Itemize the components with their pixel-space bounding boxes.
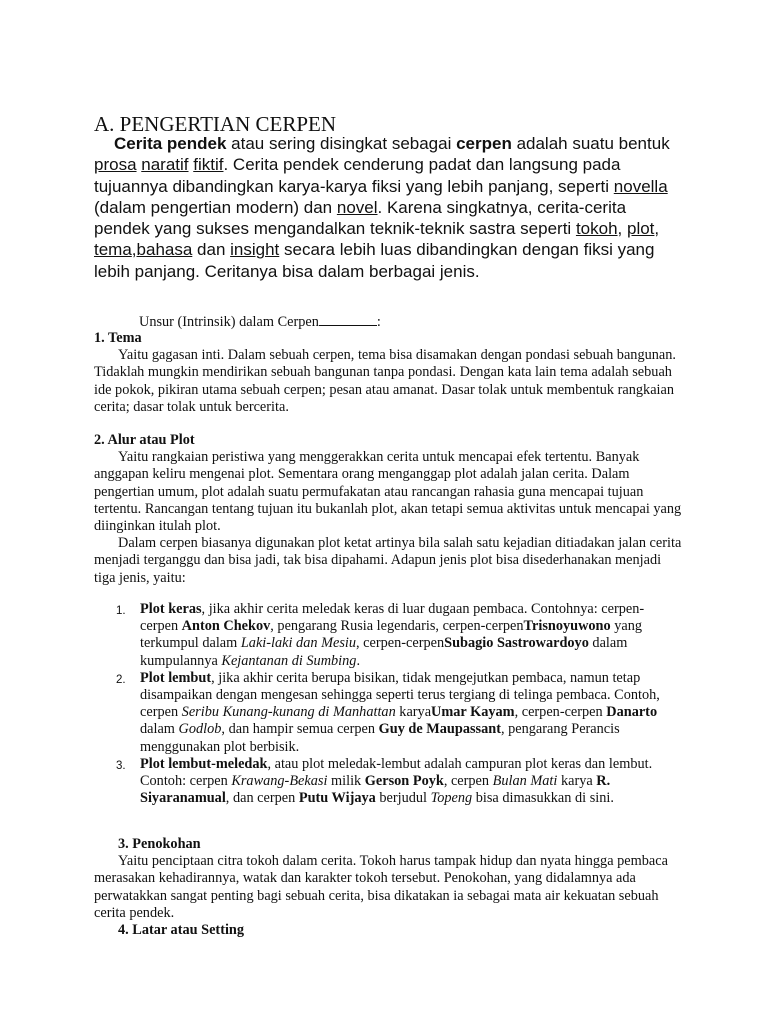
item-text: berjudul [375, 790, 431, 807]
item-text: , pengarang Perancis menggunakan plot berbisik. [140, 721, 620, 755]
item-text: karya [557, 773, 597, 790]
unsur-colon: : [376, 314, 381, 330]
blank-line [319, 314, 377, 326]
bold-name: Gerson Poyk [364, 773, 444, 790]
plot-list [116, 601, 676, 807]
list-item [116, 601, 676, 670]
list-item [116, 670, 676, 756]
bold-name: Danarto [606, 704, 658, 721]
italic-title: Seribu Kunang-kunang di Manhattan [181, 704, 396, 721]
unsur-heading [139, 314, 381, 331]
bold-term: Plot keras [140, 601, 202, 617]
item-text: , cerpen [443, 773, 493, 790]
heading-penokohan: 3. Penokohan [118, 836, 201, 852]
intro-text: dan [192, 240, 231, 260]
list-number: 2. [116, 673, 126, 686]
item-text: , cerpen-cerpen [514, 704, 607, 721]
item-text: , cerpen-cerpen [356, 635, 445, 652]
heading-alur: 2. Alur atau Plot [94, 432, 195, 448]
item-text: , jika akhir cerita meledak keras di luar dugaan pembaca. Contohnya: cerpen-cerpen [140, 601, 645, 635]
item-text: milik [327, 773, 365, 790]
item-text: bisa dimasukkan di sini. [472, 790, 614, 807]
link-novel[interactable]: novel [336, 197, 378, 217]
link-fiktif[interactable]: fiktif [193, 155, 224, 175]
link-bahasa[interactable]: bahasa [136, 240, 193, 260]
list-number: 1. [116, 605, 126, 617]
item-text: yang terkumpul dalam [140, 618, 643, 652]
intro-text: . Karena singkatnya, cerita-cerita pendek yang sukses mengandalkan teknik-teknik sastra seperti [94, 197, 627, 239]
bold-name: R. Siyaranamual [140, 773, 611, 807]
italic-title: Kejantanan di Sumbing [221, 652, 357, 669]
intro-text: . Cerita pendek cenderung padat dan langsung pada tujuannya dibandingkan karya-karya fiksi yang lebih panjang, seperti [94, 155, 621, 196]
italic-title: Laki-laki dan Mesiu [240, 635, 357, 652]
term-cerpen: cerpen [456, 134, 512, 153]
link-prosa[interactable]: prosa [94, 155, 137, 175]
bold-term: Plot lembut [140, 669, 212, 686]
link-plot[interactable]: plot [626, 219, 655, 239]
bold-name: Umar Kayam [431, 704, 515, 721]
intro-paragraph: Cerita pendek atau sering disingkat sebagai cerpen adalah suatu bentuk prosa naratif fiktif. Cerita pendek cenderung padat dan langsung pada tujuannya dibandingkan karya-karya fiksi yang lebih panjang, seperti novella (dalam pengertian modern) dan novel. Karena singkatnya, cerita-cerita pendek yang sukses mengandalkan teknik-teknik sastra seperti tokoh, plot, tema,bahasa dan insight secara lebih luas dibandingkan dengan fiksi yang lebih panjang. Ceritanya bisa dalam berbagai jenis. [94, 134, 670, 281]
bold-name: Guy de Maupassant [378, 721, 501, 738]
penokohan-text: Yaitu penciptaan citra tokoh dalam cerita. Tokoh harus tampak hidup dan nyata hingga pembaca merasakan kehadirannya, watak dan karakter tokoh tersebut. Penokohan, yang didalamnya ada perwatakkan sangat penting bagi sebuah cerita, bisa dikatakan ia sebagai mata air kekuatan sebuah cerita pendek. [94, 853, 668, 921]
bold-name: Subagio Sastrowardoyo [444, 635, 589, 652]
section-penokohan [94, 836, 684, 939]
bold-name: Anton Chekov [181, 618, 271, 635]
item-text: , dan cerpen [225, 790, 299, 807]
link-tema[interactable]: tema [94, 240, 132, 260]
item-text: karya [395, 704, 432, 721]
link-naratif[interactable]: naratif [141, 155, 189, 175]
unsur-label: Unsur (Intrinsik) dalam Cerpen [139, 314, 319, 330]
section-alur [94, 432, 684, 587]
heading-tema: 1. Tema [94, 330, 142, 346]
item-text: , atau plot meledak-lembut adalah campuran plot keras dan lembut. Contoh: cerpen [140, 755, 653, 790]
item-text: , pengarang Rusia legendaris, cerpen-cerpen [270, 618, 524, 635]
item-text: . [356, 652, 361, 669]
italic-title: Topeng [430, 790, 473, 807]
item-text: , dan hampir semua cerpen [221, 721, 379, 738]
list-item [116, 756, 676, 808]
alur-paragraph-1: Yaitu rangkaian peristiwa yang menggerakkan cerita untuk mencapai efek tertentu. Banyak anggapan keliru mengenai plot. Sementara orang menganggap plot adalah jalan cerita. Dalam pengertian umum, plot adalah suatu permufakatan atau rancangan rahasia guna mencapai tujuan tertentu. Rancangan tentang tujuan itu bukanlah plot, akan tetapi semua aktivitas untuk mencapai yang diinginkan itulah plot. [94, 449, 682, 535]
item-text: , jika akhir cerita berupa bisikan, tidak mengejutkan pembaca, namun tetap disampaikan dengan mengesan sehingga seperti terus tergiang di telinga pembaca. Contoh, cerpen [140, 669, 660, 721]
intro-text: secara lebih luas dibandingkan dengan fiksi yang lebih panjang. Ceritanya bisa dalam berbagai jenis. [94, 240, 655, 281]
heading-latar: 4. Latar atau Setting [118, 922, 245, 939]
italic-title: Godlob [178, 721, 222, 738]
bold-name: Trisnoyuwono [523, 618, 611, 635]
section-tema [94, 330, 684, 416]
tema-text: Yaitu gagasan inti. Dalam sebuah cerpen, tema bisa disamakan dengan pondasi sebuah bangunan. Tidaklah mungkin mendirikan sebuah bangunan tanpa pondasi. Dengan kata lain tema adalah sebuah ide pokok, pikiran utama sebuah cerpen; pesan atau amanat. Dasar tolak untuk membentuk rangkaian cerita; dasar tolak untuk bercerita. [94, 347, 676, 415]
term-cerita-pendek: Cerita pendek [114, 134, 227, 153]
intro-text: atau sering disingkat sebagai [226, 134, 457, 153]
intro-text: adalah suatu bentuk [511, 134, 670, 153]
intro-text: (dalam pengertian modern) dan [94, 197, 337, 217]
link-novella[interactable]: novella [613, 176, 668, 196]
italic-title: Krawang-Bekasi [231, 773, 328, 790]
bold-name: Putu Wijaya [298, 790, 376, 807]
link-tokoh[interactable]: tokoh [575, 219, 618, 239]
link-insight[interactable]: insight [230, 240, 280, 260]
alur-paragraph-2: Dalam cerpen biasanya digunakan plot ketat artinya bila salah satu kejadian ditiadakan jalan cerita menjadi terganggu dan bisa jadi, tak bisa dipahami. Adapun jenis plot bisa disederhanakan menjadi tiga jenis, yaitu: [94, 535, 682, 586]
list-number: 3. [116, 759, 126, 772]
italic-title: Bulan Mati [492, 773, 558, 790]
page-title: A. PENGERTIAN CERPEN [94, 112, 336, 136]
item-text: dalam [140, 721, 179, 738]
item-text: dalam kumpulannya [140, 635, 628, 669]
bold-term: Plot lembut-meledak [140, 755, 268, 772]
